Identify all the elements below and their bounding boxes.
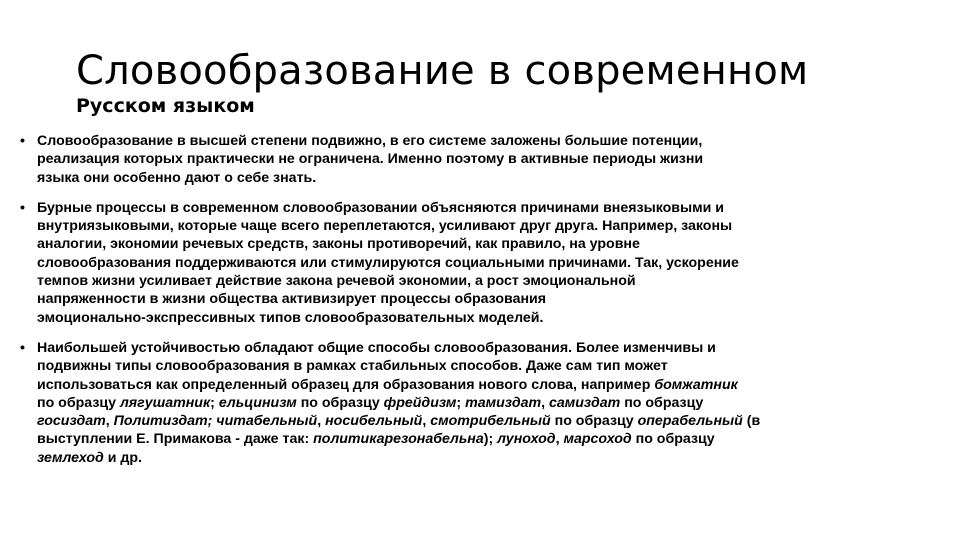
bullet-text-line: темпов жизни усиливает действие закона речевой экономии, а рост эмоциональной	[37, 273, 636, 290]
slide-title: Словообразование в современном	[76, 48, 809, 94]
text-run: );	[483, 431, 498, 448]
text-run: по образцу	[37, 394, 120, 411]
bullet-item	[20, 132, 880, 187]
bullet-text-line	[37, 339, 880, 357]
bullet-text-line: Словообразование в высшей степени подвижно, в его системе заложены большие потенции,	[37, 133, 703, 149]
bullet-text-line: словообразования поддерживаются или стимулируются социальными причинами. Так, ускорение	[37, 254, 739, 271]
bullet-text-line	[37, 430, 880, 448]
bullet-marker: •	[20, 133, 25, 149]
bullet-marker: •	[20, 199, 25, 216]
italic-example-word: лягушатник	[119, 394, 211, 411]
text-run: по образцу	[550, 413, 638, 430]
bullet-marker: •	[20, 339, 25, 356]
text-run: ,	[555, 431, 564, 448]
italic-example-word: фрейдизм	[383, 394, 457, 411]
italic-example-word: землеход	[37, 449, 104, 466]
text-run: и др.	[103, 449, 142, 466]
bullet-text-line: внутриязыковыми, которые чаще всего переплетаются, усиливают друг друга. Например, законы	[37, 218, 733, 235]
text-run: по образцу	[296, 394, 384, 411]
bullet-text-line	[37, 449, 880, 467]
bullet-text-line: языка они особенно дают о себе знать.	[37, 169, 317, 186]
text-run: ,	[317, 413, 326, 430]
text-run: подвижны типы словообразования в рамках стабильных способов. Даже сам тип может	[37, 358, 668, 375]
bullet-text-line: напряженности в жизни общества активизирует процессы образования	[37, 291, 547, 308]
slide-subtitle: Русском языком	[76, 95, 255, 117]
text-run: ;	[210, 394, 219, 411]
bullet-text-line	[37, 357, 880, 375]
bullet-text-line: эмоционально-экспрессивных типов словообразовательных моделей.	[37, 309, 544, 326]
bullet-text-line: аналогии, экономии речевых средств, законы противоречий, как правило, на уровне	[37, 236, 640, 253]
italic-example-word: самиздат	[548, 394, 621, 411]
text-run: Наибольшей устойчивостью обладают общие способы словообразования. Более изменчивы и	[37, 339, 716, 356]
bullet-list	[20, 132, 880, 479]
text-run: ,	[422, 413, 431, 430]
italic-example-word: госиздат	[37, 413, 106, 430]
text-run: ,	[105, 413, 114, 430]
bullet-text-line: Бурные процессы в современном словообразовании объясняются причинами внеязыковыми и	[37, 199, 724, 216]
text-run: использоваться как определенный образец для образования нового слова, например	[37, 376, 655, 393]
text-run: (в	[742, 413, 761, 430]
italic-example-word: носибельный	[325, 413, 423, 430]
bullet-text-line	[37, 394, 880, 412]
text-run: по образцу	[631, 431, 715, 448]
bullet-text-line: реализация которых практически не ограничена. Именно поэтому в активные периоды жизни	[37, 151, 704, 168]
text-run: выступлении Е. Примакова - даже так:	[37, 431, 314, 448]
italic-example-word: смотрибельный	[430, 413, 551, 430]
text-run: по образцу	[620, 394, 704, 411]
italic-example-word: политикарезонабельна	[313, 431, 484, 448]
italic-example-word: марсоход	[563, 431, 632, 448]
italic-example-word: ельцинизм	[218, 394, 297, 411]
italic-example-word: тамиздат	[465, 394, 542, 411]
bullet-item	[20, 339, 880, 467]
bullet-text-line	[37, 412, 880, 430]
italic-example-word: луноход	[497, 431, 556, 448]
italic-example-word: операбельный	[637, 413, 743, 430]
italic-example-word: Политиздат; читабельный	[113, 413, 318, 430]
bullet-item	[20, 199, 880, 327]
text-run: ,	[541, 394, 549, 411]
text-run: ;	[456, 394, 466, 411]
bullet-text-line	[37, 376, 880, 394]
italic-example-word: бомжатник	[654, 376, 738, 393]
